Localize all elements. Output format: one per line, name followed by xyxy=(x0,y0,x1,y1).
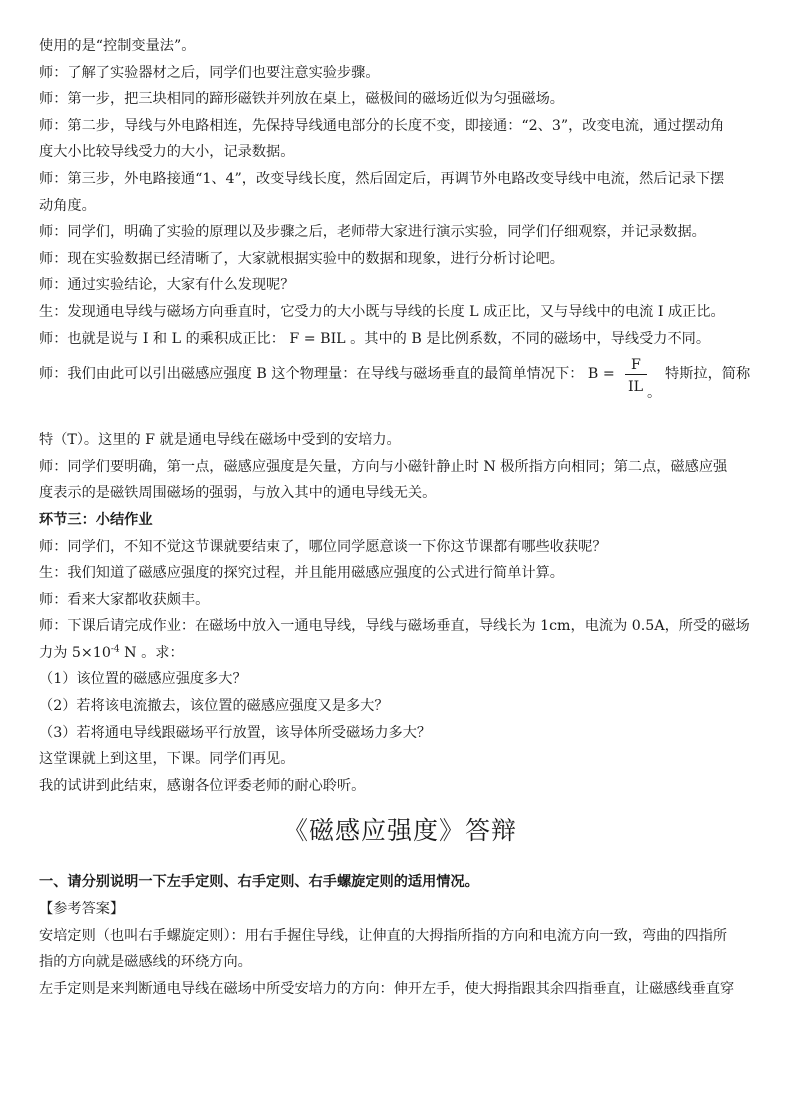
section-title: 《磁感应强度》答辩 xyxy=(282,816,517,846)
question-item: （1）该位置的磁感应强度多大？ xyxy=(39,671,247,688)
fraction-denominator: IL xyxy=(628,379,644,396)
text-line: 师：同学们要明确，第一点，磁感应强度是矢量，方向与小磁针静止时 N 极所指方向相同；第二点，磁感应强 xyxy=(39,458,728,475)
reference-answer-label: 【参考答案】 xyxy=(39,901,125,918)
answer-line: 左手定则是来判断通电导线在磁场中所受安培力的方向：伸开左手，使大拇指跟其余四指垂直，让磁感线垂直穿 xyxy=(39,980,735,997)
text-line: 度大小比较导线受力的大小，记录数据。 xyxy=(39,144,295,161)
section-heading: 环节三：小结作业 xyxy=(39,511,153,528)
text-line: 生：发现通电导线与磁场方向垂直时，它受力的大小既与导线的长度 L 成正比，又与导线中的电流 I 成正比。 xyxy=(39,303,725,320)
text-line: 师：下课后请完成作业：在磁场中放入一通电导线，导线与磁场垂直，导线长为 1cm，电流为 0.5A，所受的磁场 xyxy=(39,618,750,635)
text-line: 师：同学们，不知不觉这节课就要结束了，哪位同学愿意谈一下你这节课都有哪些收获呢？ xyxy=(39,538,607,555)
force-suffix: N 。求： xyxy=(119,644,184,661)
formula-intro: 师：我们由此可以引出磁感应强度 B 这个物理量：在导线与磁场垂直的最简单情况下： B = xyxy=(39,366,615,383)
formula-period: 。 xyxy=(647,385,662,402)
fraction-numerator: F xyxy=(631,357,641,374)
text-line xyxy=(39,640,761,667)
text-line: 师：了解了实验器材之后，同学们也要注意实验步骤。 xyxy=(39,64,380,81)
exponent: -4 xyxy=(110,644,120,655)
text-line: 我的试讲到此结束，感谢各位评委老师的耐心聆听。 xyxy=(39,777,366,794)
formula-tail: 特斯拉，简称 xyxy=(665,366,751,383)
text-line: 使用的是“控制变量法”。 xyxy=(39,38,196,54)
answer-line: 指的方向就是磁感线的环绕方向。 xyxy=(39,954,252,971)
text-line: 动角度。 xyxy=(39,197,96,214)
text-line: 这堂课就上到这里，下课。同学们再见。 xyxy=(39,751,295,768)
text-line: 师：现在实验数据已经清晰了，大家就根据实验中的数据和现象，进行分析讨论吧。 xyxy=(39,250,564,267)
answer-line: 安培定则（也叫右手螺旋定则）：用右手握住导线，让伸直的大拇指所指的方向和电流方向一致，弯曲的四指所 xyxy=(39,927,728,944)
force-prefix: 力为 5×10 xyxy=(39,644,111,661)
text-line: 师：第三步，外电路接通“1、4”，改变导线长度，然后固定后，再调节外电路改变导线中电流，然后记录下摆 xyxy=(39,170,725,187)
formula-line xyxy=(39,352,761,427)
text-line: 师：第二步，导线与外电路相连，先保持导线通电部分的长度不变，即接通：“2、3”，改变电流，通过摆动角 xyxy=(39,117,725,134)
text-line: 度表示的是磁铁周围磁场的强弱，与放入其中的通电导线无关。 xyxy=(39,485,437,502)
text-line: 师：看来大家都收获颇丰。 xyxy=(39,591,210,608)
defense-question: 一、请分别说明一下左手定则、右手定则、右手螺旋定则的适用情况。 xyxy=(39,874,479,891)
text-line: 特（T）。这里的 F 就是通电导线在磁场中受到的安培力。 xyxy=(39,432,401,449)
text-line: 师：同学们，明确了实验的原理以及步骤之后，老师带大家进行演示实验，同学们仔细观察，并记录数据。 xyxy=(39,224,706,241)
question-item: （3）若将通电导线跟磁场平行放置，该导体所受磁场力多大？ xyxy=(39,724,432,741)
text-line: 生：我们知道了磁感应强度的探究过程，并且能用磁感应强度的公式进行简单计算。 xyxy=(39,565,564,582)
text-line: 师：通过实验结论，大家有什么发现呢？ xyxy=(39,277,295,294)
question-item: （2）若将该电流撤去，该位置的磁感应强度又是多大？ xyxy=(39,698,389,715)
text-line: 师：第一步，把三块相同的蹄形磁铁并列放在桌上，磁极间的磁场近似为匀强磁场。 xyxy=(39,91,564,108)
text-line: 师：也就是说与 I 和 L 的乘积成正比： F = BIL 。其中的 B 是比例系数，不同的磁场中，导线受力不同。 xyxy=(39,330,711,347)
